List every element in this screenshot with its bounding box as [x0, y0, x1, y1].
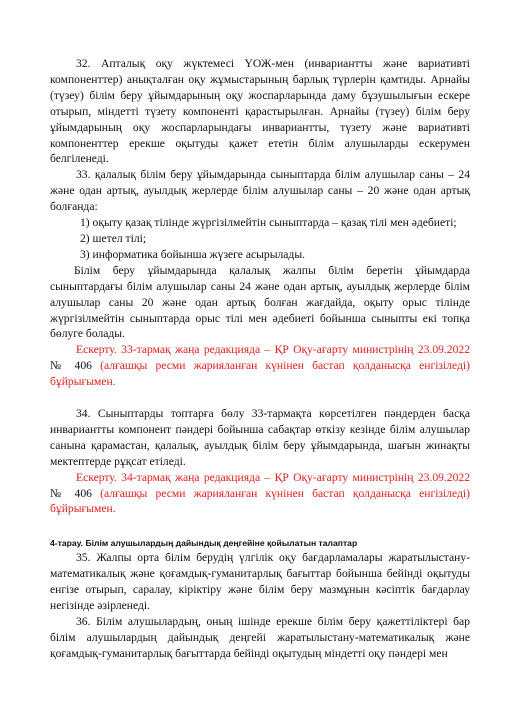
list-item: 2) шетел тілі; [80, 231, 147, 245]
amendment-note-text: Ескерту. 34-тармақ жаңа редакцияда – ҚР Оқу-ағарту министрінің 23.09.2022 [76, 470, 470, 484]
paragraph-35: 35. Жалпы орта білім берудің үлгілік оқу бағдарламалары жаратылыстану-математикалық және қоғамдық-гуманитарлық бағыттар бойынша бейінді оқытуды енгізе отырып, саралау, кіріктіру және білім беру мазмұнын кәсіптік бағдарлау негізінде әзірленеді. [50, 551, 470, 613]
list-item: 1) оқыту қазақ тілінде жүргізілмейтін сыныптарда – қазақ тілі мен әдебиеті; [80, 216, 457, 230]
paragraph-36: 36. Білім алушылардың, оның ішінде ерекше білім беру қажеттіліктері бар білім алушылардың дайындық деңгейі жаратылыстану-математикалық және қоғамдық-гуманитарлық бағыттарда бейінді оқытудың міндетті оқу пәндері мен [50, 615, 470, 660]
paragraph-34: 34. Сыныптарды топтарға бөлу 33-тармақта көрсетілген пәндерден басқа инвариантты компонент пәндері бойынша сабақтар өткізу кезінде білім алушылар санына қарамастан, қалалық, ауылдық білім беру ұйымдарында, шағын жинақты мектептерде рұқсат етіледі. [50, 407, 470, 468]
amendment-note-link[interactable]: (алғашқы ресми жарияланған күнінен бастап қолданысқа енгізіледі) бұйрығымен. [50, 486, 470, 516]
list-item: 3) информатика бойынша жүзеге асырылады. [80, 247, 306, 261]
chapter-4-heading: 4-тарау. Білім алушылардың дайындық деңгейіне қойылатын талаптар [50, 538, 358, 549]
order-number: № 406 [50, 359, 92, 373]
amendment-note-text: Ескерту. 33-тармақ жаңа редакцияда – ҚР Оқу-ағарту министрінің 23.09.2022 [76, 343, 470, 357]
paragraph-33: 33. қалалық білім беру ұйымдарында сыныптарда білім алушылар саны – 24 және одан артық, ауылдық жерлерде білім алушылар саны – 20 және одан артық болғанда: [50, 168, 470, 214]
order-number: № 406 [50, 486, 92, 500]
amendment-note-33 [50, 342, 470, 390]
amendment-note-34 [50, 470, 470, 518]
amendment-note-link[interactable]: (алғашқы ресми жарияланған күнінен бастап қолданысқа енгізіледі) бұйрығымен. [50, 359, 470, 389]
document-page [50, 56, 470, 662]
paragraph-32: 32. Апталық оқу жүктемесі ҮОЖ-мен (инвариантты және вариативті компоненттер) анықталған оқу жұмыстарының барлық түрлерін қамтиды. Арнайы (түзеу) білім беру ұйымдарының оқу жоспарларында даму бұзушылығын ескере отырып, міндетті түзету компоненті қарастырылған. Арнайы (түзеу) білім беру ұйымдарының оқу жоспарларындағы инвариантты, түзету және вариативті компоненттер ерекше оқытуды қажет ететін білім алушыларды ескерумен белгіленеді. [50, 57, 470, 166]
paragraph-33-continuation: Білім беру ұйымдарында қалалық жалпы білім беретін ұйымдарда сыныптардағы білім алушылар саны 24 және одан артық, ауылдық жерлерде білім алушылар саны 20 және одан артық болған жағдайда, оқыту орыс тілінде жүргізілмейтін сыныптарда орыс тілі мен әдебиеті бойынша сыныпты екі топқа бөлуге болады. [50, 263, 470, 341]
